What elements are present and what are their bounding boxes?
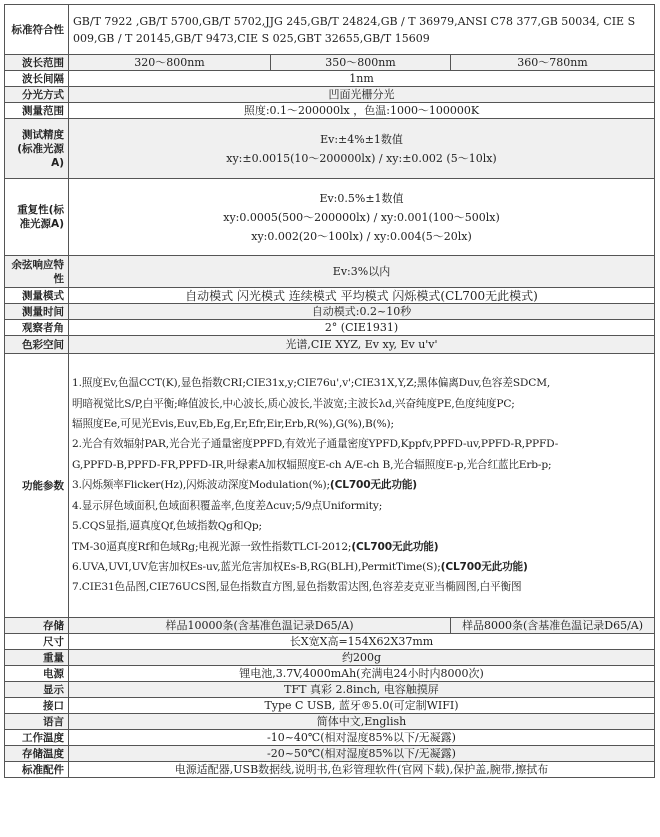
function-line-8: 5.CQS显指,逼真度Qf,色域指数Qg和Qp;	[72, 520, 262, 533]
operating-temp-label: 工作温度	[5, 730, 69, 746]
weight-value: 约200g	[69, 650, 655, 666]
measure-range-label: 测量范围	[5, 103, 69, 119]
cl700-note-1: (CL700无此功能)	[329, 479, 417, 492]
language-label: 语言	[5, 714, 69, 730]
spectroscopy-value: 凹面光栅分光	[69, 87, 655, 103]
size-value: 长X宽X高=154X62X37mm	[69, 634, 655, 650]
display-label: 显示	[5, 682, 69, 698]
color-space-value: 光谱,CIE XYZ, Ev xy, Ev u'v'	[69, 336, 655, 354]
color-space-label: 色彩空间	[5, 336, 69, 354]
wavelength-range-label: 波长范围	[5, 55, 69, 71]
wavelength-range-value-1: 320～800nm	[69, 55, 271, 71]
storage-value-2: 样品8000条(含基准色温记录D65/A)	[451, 618, 655, 634]
accessories-value: 电源适配器,USB数据线,说明书,色彩管理软件(官网下载),保护盖,腕带,擦拭布	[69, 762, 655, 778]
modes-value: 自动模式 闪光模式 连续模式 平均模式 闪烁模式(CL700无此模式)	[69, 288, 655, 304]
observer-label: 观察者角	[5, 320, 69, 336]
function-line-11: 7.CIE31色品图,CIE76UCS图,显色指数直方图,显色指数雷达图,色容差麦克亚当椭圆图,白平衡图	[72, 581, 522, 594]
repeatability-label: 重复性(标准光源A)	[5, 179, 69, 256]
functions-label: 功能参数	[5, 354, 69, 618]
function-line-9	[72, 537, 651, 557]
function-line-10-text: 6.UVA,UVI,UV危害加权Es-uv,蓝光危害加权Es-B,RG(BLH),PermitTime(S);	[72, 560, 441, 573]
function-line-5: G,PPFD-B,PPFD-FR,PPFD-IR,叶绿素A加权辐照度E-ch A/E-ch B,光合辐照度E-p,光合红蓝比Erb-p;	[72, 458, 552, 471]
interface-value: Type C USB, 蓝牙®5.0(可定制WIFI)	[69, 698, 655, 714]
wavelength-range-value-3: 360～780nm	[451, 55, 655, 71]
weight-label: 重量	[5, 650, 69, 666]
storage-value-1: 样品10000条(含基准色温记录D65/A)	[69, 618, 451, 634]
size-label: 尺寸	[5, 634, 69, 650]
standards-label: 标准符合性	[5, 5, 69, 55]
wavelength-interval-label: 波长间隔	[5, 71, 69, 87]
measure-range-value: 照度:0.1～200000lx ，色温:1000～100000K	[69, 103, 655, 119]
function-line-9-text: TM-30逼真度Rf和色域Rg;电视光源一致性指数TLCI-2012;	[72, 540, 352, 553]
spec-table	[4, 4, 655, 778]
accuracy-line-2: xy:±0.0015(10～200000lx) / xy:±0.002 (5～10lx)	[226, 151, 497, 165]
cl700-note-2: (CL700无此功能)	[351, 540, 439, 553]
accuracy-value	[69, 119, 655, 179]
repeatability-value	[69, 179, 655, 256]
cl700-note-3: (CL700无此功能)	[440, 560, 528, 573]
cosine-label: 余弦响应特性	[5, 256, 69, 288]
accuracy-label: 测试精度(标准光源A)	[5, 119, 69, 179]
function-line-6-text: 3.闪烁频率Flicker(Hz),闪烁波动深度Modulation(%);	[72, 479, 330, 492]
wavelength-range-value-2: 350～800nm	[271, 55, 451, 71]
standards-value: GB/T 7922 ,GB/T 5700,GB/T 5702,JJG 245,GB/T 24824,GB / T 36979,ANSI C78 377,GB 50034, CIE S 009,GB / T 20145,GB/T 9473,CIE S 025,GBT 32655,GB/T 15609	[69, 5, 655, 55]
function-line-7: 4.显示屏色域面积,色域面积覆盖率,色度差Δcuv;5/9点Uniformity;	[72, 499, 383, 512]
functions-value	[69, 354, 655, 618]
function-line-4: 2.光合有效辐射PAR,光合光子通量密度PPFD,有效光子通量密度YPFD,Kppfv,PPFD-uv,PPFD-R,PPFD-	[72, 438, 559, 451]
measure-time-label: 测量时间	[5, 304, 69, 320]
storage-label: 存储	[5, 618, 69, 634]
accuracy-line-1: Ev:±4%±1数值	[320, 132, 403, 146]
modes-label: 测量模式	[5, 288, 69, 304]
cosine-value: Ev:3%以内	[69, 256, 655, 288]
power-value: 锂电池,3.7V,4000mAh(充满电24小时内8000次)	[69, 666, 655, 682]
accessories-label: 标准配件	[5, 762, 69, 778]
function-line-2: 明暗视觉比S/P,白平衡;峰值波长,中心波长,质心波长,半波宽;主波长λd,兴奋纯度PE,色度纯度PC;	[72, 397, 515, 410]
observer-value: 2° (CIE1931)	[69, 320, 655, 336]
interface-label: 接口	[5, 698, 69, 714]
display-value: TFT 真彩 2.8inch, 电容触摸屏	[69, 682, 655, 698]
measure-time-value: 自动模式:0.2~10秒	[69, 304, 655, 320]
repeatability-line-2: xy:0.0005(500～200000lx) / xy:0.001(100～500lx)	[223, 210, 500, 224]
language-value: 简体中文,English	[69, 714, 655, 730]
function-line-1: 1.照度Ev,色温CCT(K),显色指数CRI;CIE31x,y;CIE76u',v';CIE31X,Y,Z;黑体偏离Duv,色容差SDCM,	[72, 377, 551, 390]
spectroscopy-label: 分光方式	[5, 87, 69, 103]
function-line-6	[72, 475, 651, 495]
wavelength-interval-value: 1nm	[69, 71, 655, 87]
function-line-10	[72, 557, 651, 577]
storage-temp-value: -20~50℃(相对湿度85%以下/无凝露)	[69, 746, 655, 762]
repeatability-line-1: Ev:0.5%±1数值	[319, 191, 404, 205]
repeatability-line-3: xy:0.002(20～100lx) / xy:0.004(5～20lx)	[251, 229, 472, 243]
operating-temp-value: -10~40℃(相对湿度85%以下/无凝露)	[69, 730, 655, 746]
storage-temp-label: 存储温度	[5, 746, 69, 762]
power-label: 电源	[5, 666, 69, 682]
function-line-3: 辐照度Ee,可见光Evis,Euv,Eb,Eg,Er,Efr,Eir,Erb,R(%),G(%),B(%);	[72, 418, 394, 431]
